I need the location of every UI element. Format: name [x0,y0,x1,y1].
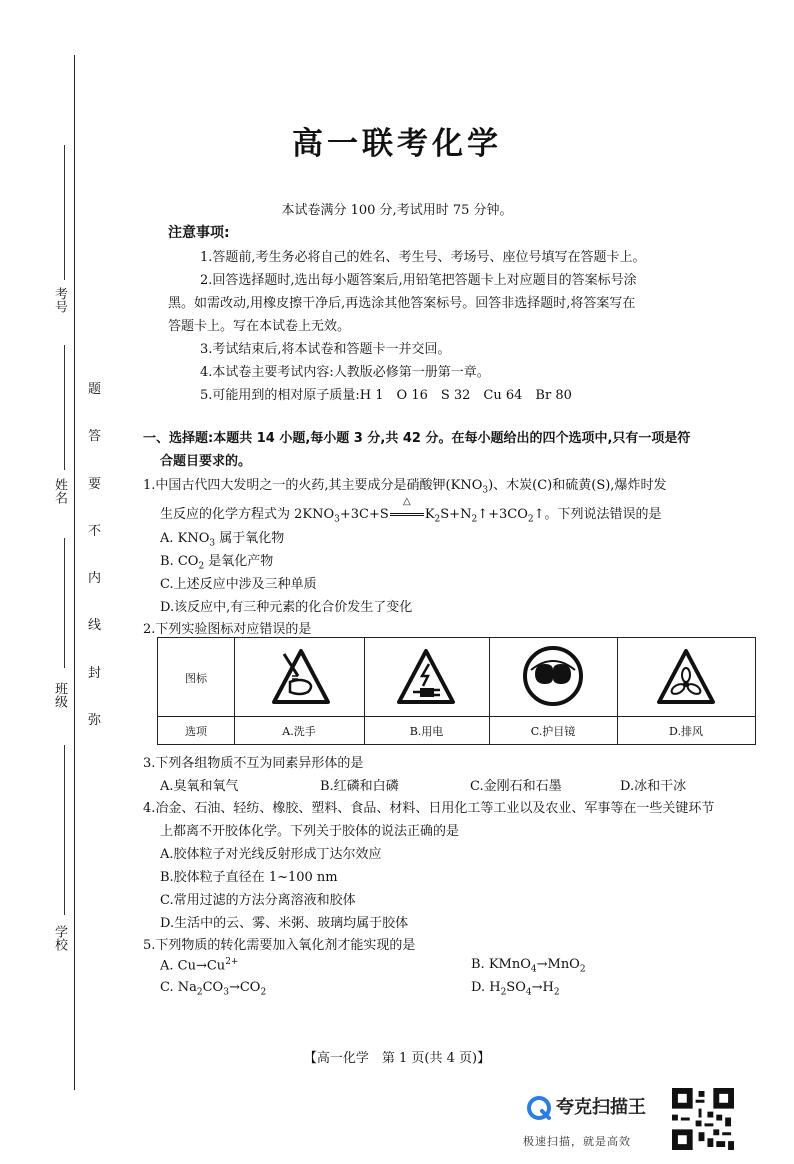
seal-char: 弥 [88,713,102,728]
question-5-option-c: C. $Na_2CO_3\to CO_2$ [160,980,267,998]
page-footer: 【高一化学 第 1 页(共 4 页)】 [303,1051,491,1066]
question-3-option-b: B.红磷和白磷 [320,779,399,794]
hand-wash-icon [270,646,332,708]
question-5-option-b: B. KMnO$_4$→MnO$_2$ [471,957,586,975]
school-underline [64,745,65,915]
question-4-option-b: B.胶体粒子直径在 1~100 nm [160,870,338,885]
table-option: C.护目镜 [530,725,576,738]
question-1-option-d: D.该反应中,有三种元素的化合价发生了变化 [160,600,413,615]
question-3-stem: 3.下列各组物质不互为同素异形体的是 [143,756,364,771]
page-title: 高一联考化学 [292,126,502,162]
table-option: A.洗手 [282,725,316,738]
table-option: B.用电 [409,725,444,738]
class-label: 班级 [52,682,67,708]
question-1-option-a: A. $KNO_3$ 属于氧化物 [160,531,285,549]
question-5-option-a: A. $Cu\to Cu^{2+}$ [160,957,239,974]
table-option: D.排风 [669,725,703,738]
table-row-label: 图标 [185,672,207,685]
exam-info: 本试卷满分 100 分,考试用时 75 分钟。 [281,203,513,218]
question-3-option-a: A.臭氧和氧气 [160,779,239,794]
qr-code-icon [672,1088,734,1150]
seal-char: 要 [88,477,102,492]
notice-line: 1.答题前,考生务必将自己的姓名、考生号、考场号、座位号填写在答题卡上。 [200,250,646,265]
scanner-logo-icon [526,1095,552,1121]
seal-char: 封 [88,666,102,681]
notice-line: 3.考试结束后,将本试卷和答题卡一并交回。 [200,342,451,357]
question-3-option-d: D.冰和干冰 [620,779,687,794]
icon-table [157,637,756,745]
question-2-stem: 2.下列实验图标对应错误的是 [143,622,312,637]
school-label: 学校 [52,925,67,951]
question-1-stem: 1.中国古代四大发明之一的火药,其主要成分是硝酸钾$(KNO_3)$、木炭(C)和硫黄(S),爆炸时发 [143,478,667,496]
question-1-option-c: C.上述反应中涉及三种单质 [160,577,317,592]
seal-char: 线 [88,618,102,633]
heat-symbol: △ [402,496,411,507]
question-4-stem-cont: 上都离不开胶体化学。下列关于胶体的说法正确的是 [160,824,460,839]
question-5-option-d: D. $H_2SO_4\to H_2$ [471,980,560,998]
scanner-brand-tagline: 极速扫描，就是高效 [523,1135,631,1148]
seal-char: 答 [88,429,102,444]
notice-line: 答题卡上。写在本试卷上无效。 [168,319,351,334]
electricity-icon [395,646,457,708]
question-4-option-a: A.胶体粒子对光线反射形成丁达尔效应 [160,847,382,862]
question-1-option-b: B. $CO_2$ 是氧化产物 [160,554,274,572]
ventilation-fan-icon [655,646,717,708]
question-5-stem: 5.下列物质的转化需要加入氧化剂才能实现的是 [143,938,416,953]
question-1-equation: 生反应的化学方程式为 $2KNO_3+3C+S$ △ $K_2S+N_2↑+3CO_2↑$。下列说法错误的是 [160,496,662,525]
seal-char: 内 [88,571,102,586]
question-3-option-c: C.金刚石和石墨 [470,779,562,794]
table-row-label: 选项 [185,725,207,738]
section-heading-cont: 合题目要求的。 [160,454,252,469]
class-underline [64,538,65,668]
question-4-option-d: D.生活中的云、雾、米粥、玻璃均属于胶体 [160,916,409,931]
name-underline [64,345,65,470]
section-heading: 一、选择题:本题共 14 小题,每小题 3 分,共 42 分。在每小题给出的四个选项中,只有一项是符 [143,431,691,446]
seal-char: 不 [88,524,102,539]
notice-line: 4.本试卷主要考试内容:人教版必修第一册第一章。 [200,365,490,380]
notice-heading: 注意事项: [168,225,230,241]
notice-line: 2.回答选择题时,选出每小题答案后,用铅笔把答题卡上对应题目的答案标号涂 [200,273,637,288]
name-label: 姓名 [52,478,67,504]
scanner-brand-name: 夸克扫描王 [556,1097,646,1118]
exam-no-label: 考号 [52,287,67,313]
seal-char: 题 [88,382,102,397]
question-4-option-c: C.常用过滤的方法分离溶液和胶体 [160,893,356,908]
question-4-stem: 4.冶金、石油、轻纺、橡胶、塑料、食品、材料、日用化工等工业以及农业、军事等在一些关键环节 [143,801,715,816]
goggles-icon [521,644,585,708]
notice-line: 5.可能用到的相对原子质量:H 1 O 16 S 32 Cu 64 Br 80 [200,388,572,403]
notice-line: 黑。如需改动,用橡皮擦干净后,再选涂其他答案标号。回答非选择题时,将答案写在 [168,296,636,311]
